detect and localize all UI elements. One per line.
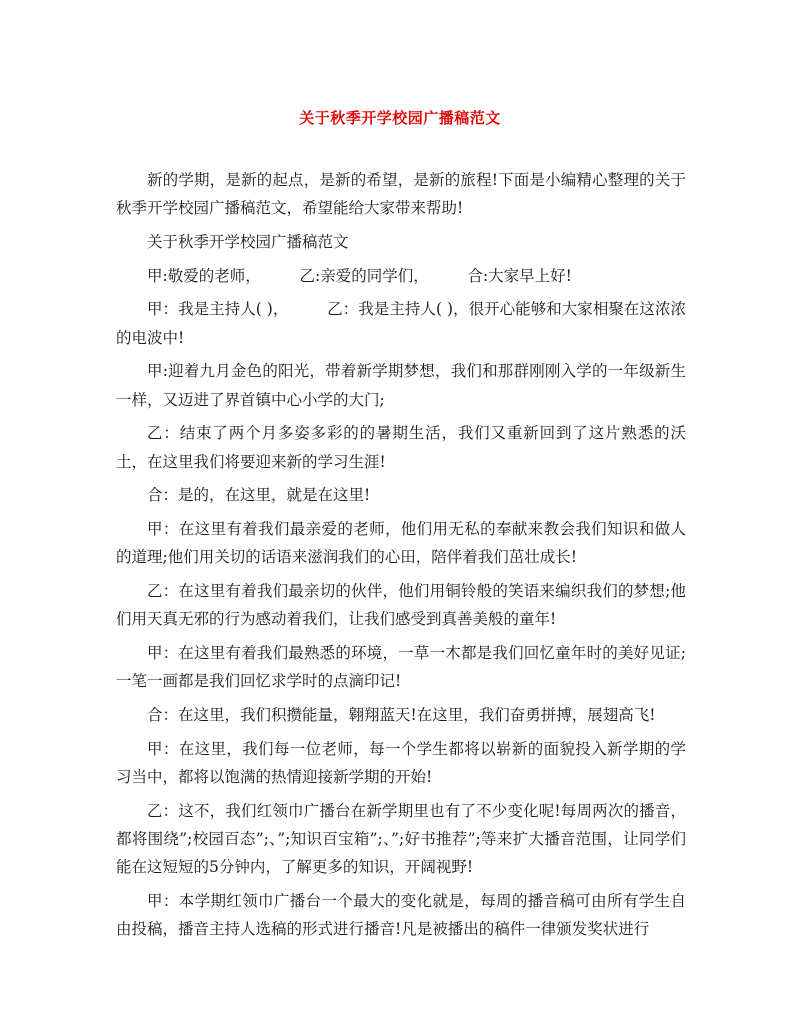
paragraph: 甲:敬爱的老师， 乙:亲爱的同学们， 合:大家早上好! [147, 266, 572, 285]
paragraph: 合：是的，在这里，就是在这里! [147, 486, 371, 505]
paragraph: 甲:迎着九月金色的阳光，带着新学期梦想，我们和那群刚刚入学的一年级新生一样，又迈进了界首镇中心小学的大门; [116, 362, 686, 409]
paragraph: 甲：本学期红领巾广播台一个最大的变化就是，每周的播音稿可由所有学生自由投稿，播音主持人选稿的形式进行播音!凡是被播出的稿件一律颁发奖状进行 [116, 891, 686, 939]
paragraph: 乙：在这里有着我们最亲切的伙伴，他们用铜铃般的笑语来编织我们的梦想;他们用天真无邪的行为感动着我们，让我们感受到真善美般的童年! [116, 581, 686, 629]
document-title: 关于秋季开学校园广播稿范文 [299, 109, 501, 127]
paragraph: 甲：在这里，我们每一位老师，每一个学生都将以崭新的面貌投入新学期的学习当中，都将以饱满的热情迎接新学期的开始! [116, 739, 686, 786]
paragraph: 合：在这里，我们积攒能量，翱翔蓝天!在这里，我们奋勇拼搏，展翅高飞! [147, 705, 656, 724]
paragraph: 甲：我是主持人( )， 乙：我是主持人( )，很开心能够和大家相聚在这浓浓的电波中! [116, 300, 686, 347]
paragraph: 新的学期，是新的起点，是新的希望，是新的旅程!下面是小编精心整理的关于秋季开学校园广播稿范文，希望能给大家带来帮助! [116, 171, 686, 218]
document-body [116, 166, 686, 949]
paragraph: 关于秋季开学校园广播稿范文 [147, 232, 349, 251]
paragraph: 乙：结束了两个月多姿多彩的的暑期生活，我们又重新回到了这片熟悉的沃土，在这里我们将要迎来新的学习生涯! [116, 424, 686, 471]
paragraph: 甲：在这里有着我们最熟悉的环境，一草一木都是我们回忆童年时的美好见证;一笔一画都是我们回忆求学时的点滴印记! [116, 643, 686, 691]
paragraph: 乙：这不，我们红领巾广播台在新学期里也有了不少变化呢!每周两次的播音，都将围绕”;校园百态”;、”;知识百宝箱”;、”;好书推荐”;等来扩大播音范围，让同学们能在这短短的5分钟内，了解更多的知识，开阔视野! [116, 801, 686, 877]
paragraph: 甲：在这里有着我们最亲爱的老师，他们用无私的奉献来教会我们知识和做人的道理;他们用关切的话语来滋润我们的心田，陪伴着我们茁壮成长! [116, 520, 686, 567]
